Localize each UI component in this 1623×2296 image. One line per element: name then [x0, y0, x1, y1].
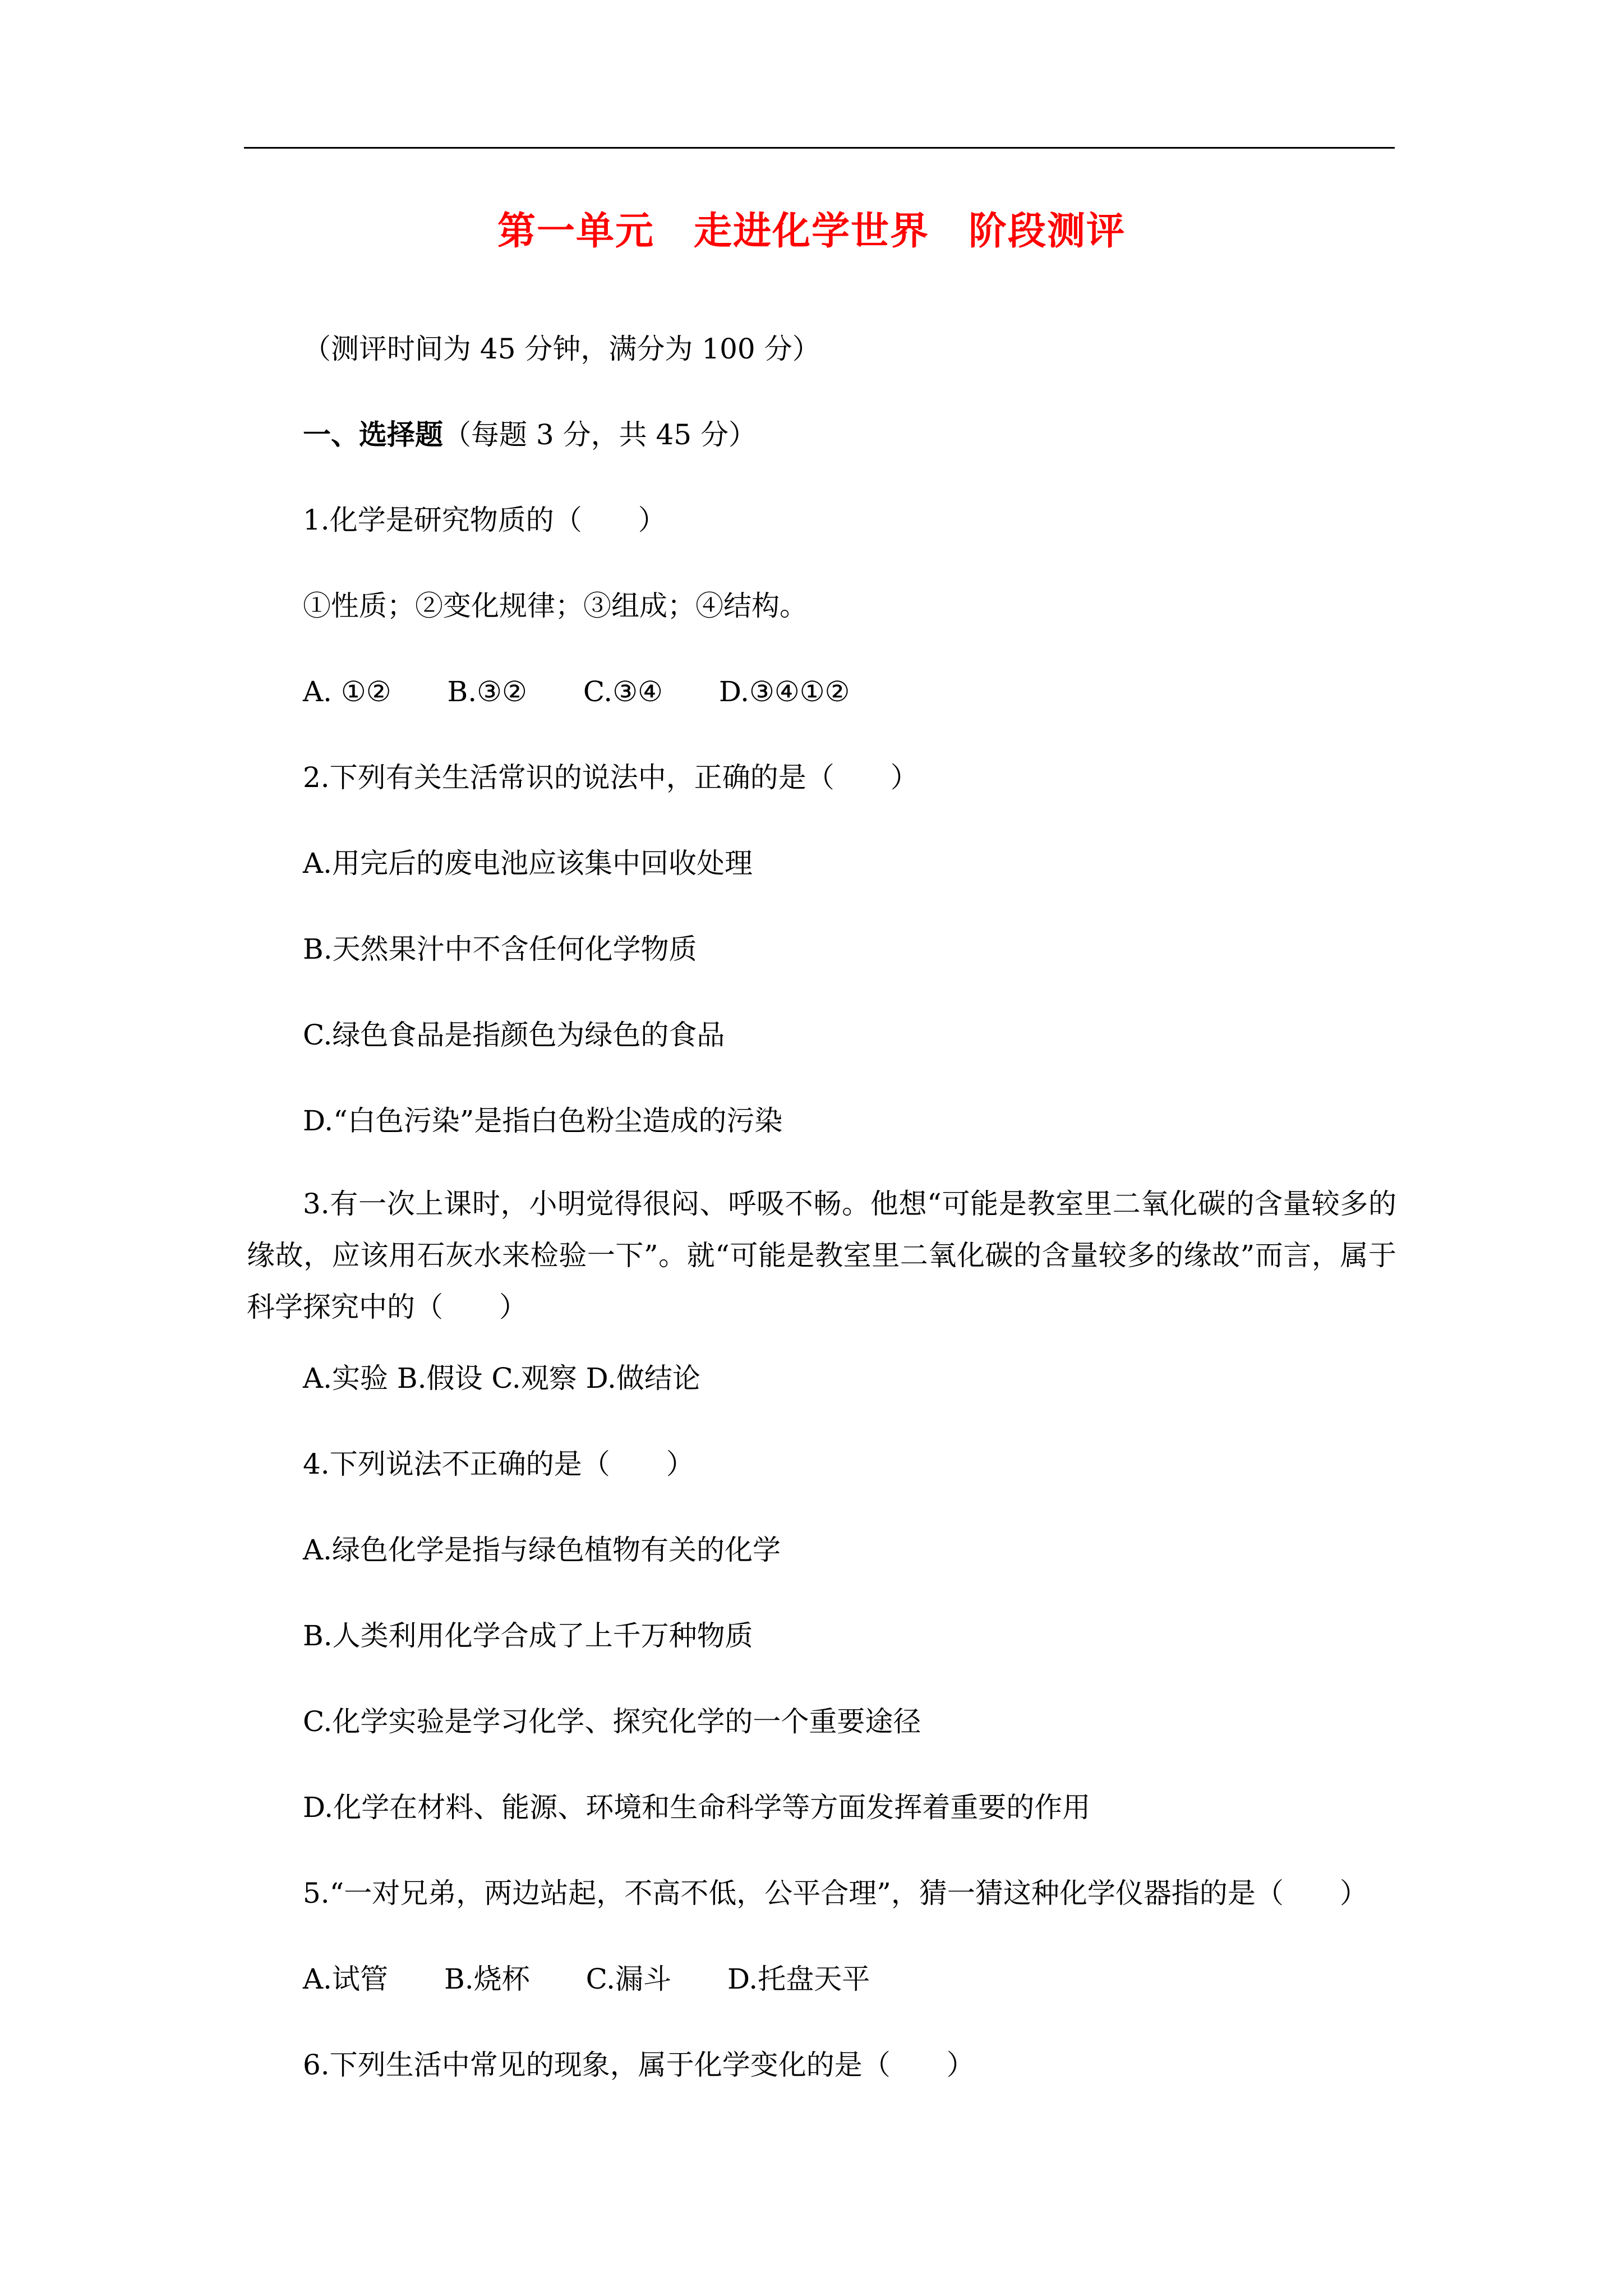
question-1-options: A. ①② B.③② C.③④ D.③④①②: [303, 675, 850, 708]
header-rule: [244, 147, 1395, 149]
page-title: 第一单元 走进化学世界 阶段测评: [497, 209, 1126, 254]
question-4-stem: 4.下列说法不正确的是（ ）: [303, 1448, 694, 1480]
section-heading-label: 一、选择题: [303, 418, 443, 451]
question-2-option-a: A.用完后的废电池应该集中回收处理: [303, 847, 753, 880]
question-2-option-d: D.“白色污染”是指白色粉尘造成的污染: [303, 1105, 783, 1137]
question-4-option-a: A.绿色化学是指与绿色植物有关的化学: [303, 1534, 781, 1566]
question-4-option-d: D.化学在材料、能源、环境和生命科学等方面发挥着重要的作用: [303, 1791, 1091, 1824]
section-heading-note: （每题 3 分，共 45 分）: [443, 418, 757, 451]
question-5-stem: 5.“一对兄弟，两边站起，不高不低，公平合理”，猜一猜这种化学仪器指的是（ ）: [303, 1877, 1368, 1910]
question-2-option-b: B.天然果汁中不含任何化学物质: [303, 933, 697, 965]
question-4-option-c: C.化学实验是学习化学、探究化学的一个重要途径: [303, 1705, 921, 1738]
question-4-option-b: B.人类利用化学合成了上千万种物质: [303, 1619, 753, 1652]
question-6-stem: 6.下列生活中常见的现象，属于化学变化的是（ ）: [303, 2049, 975, 2081]
question-5-options: A.试管 B.烧杯 C.漏斗 D.托盘天平: [303, 1963, 870, 1995]
question-3-options: A.实验 B.假设 C.观察 D.做结论: [303, 1362, 700, 1395]
time-note: （测评时间为 45 分钟，满分为 100 分）: [303, 333, 820, 365]
section-heading: [303, 418, 757, 451]
question-1-items: ①性质；②变化规律；③组成；④结构。: [303, 590, 808, 622]
question-3-stem: 3.有一次上课时，小明觉得很闷、呼吸不畅。他想“可能是教室里二氧化碳的含量较多的缘故，应该用石灰水来检验一下”。就“可能是教室里二氧化碳的含量较多的缘故”而言，属于科学探究中的（ ）: [247, 1188, 1396, 1323]
question-2-option-c: C.绿色食品是指颜色为绿色的食品: [303, 1019, 725, 1051]
question-1-stem: 1.化学是研究物质的（ ）: [303, 504, 666, 536]
question-2-stem: 2.下列有关生活常识的说法中，正确的是（ ）: [303, 761, 919, 794]
